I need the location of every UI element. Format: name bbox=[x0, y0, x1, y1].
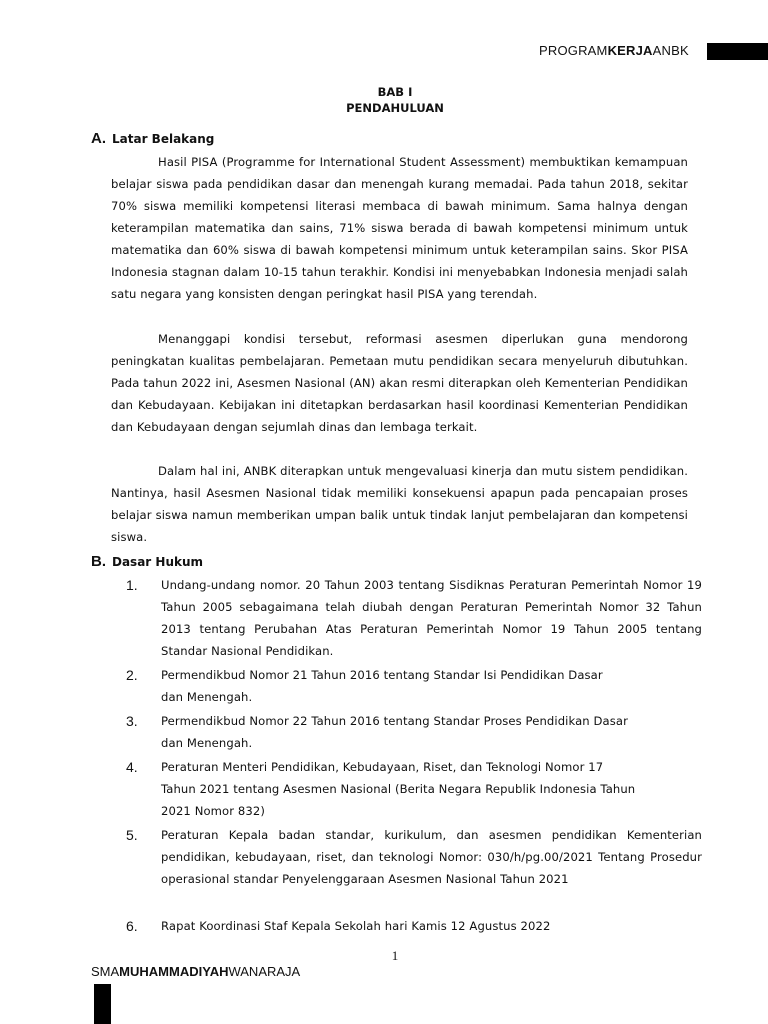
header-bar-decoration bbox=[707, 43, 768, 60]
paragraph-1-text: Hasil PISA (Programme for International Student Assessment) membuktikan kemampuan belajar siswa pada pendidikan dasar dan menengah kurang memadai. Pada tahun 2018, sekitar 70% siswa memiliki kompetensi literasi membaca di bawah minimum. Sama halnya dengan keterampilan matematika dan sains, 71% siswa berada di bawah kompetensi minimum untuk matematika dan 60% siswa di bawah kompetensi minimum untuk keterampilan sains. Skor PISA Indonesia stagnan dalam 10-15 tahun terakhir. Kondisi ini menyebabkan Indonesia menjadi salah satu negara yang konsisten dengan peringkat hasil PISA yang terendah. bbox=[111, 155, 688, 301]
header-suffix: ANBK bbox=[652, 43, 689, 58]
list-text-line: Rapat Koordinasi Staf Kepala Sekolah hari Kamis 12 Agustus 2022 bbox=[161, 919, 551, 933]
list-text-line: dan Menengah. bbox=[161, 690, 253, 704]
chapter-title: BAB I bbox=[377, 85, 413, 99]
paragraph-2 bbox=[111, 328, 688, 438]
list-text-line: Tahun 2021 tentang Asesmen Nasional (Berita Negara Republik Indonesia Tahun bbox=[161, 782, 636, 796]
running-footer bbox=[91, 964, 300, 979]
list-text bbox=[161, 915, 550, 937]
list-text-line: 2021 Nomor 832) bbox=[161, 804, 265, 818]
list-text-line: Permendikbud Nomor 21 Tahun 2016 tentang Standar Isi Pendidikan Dasar bbox=[161, 668, 603, 682]
footer-suffix: WANARAJA bbox=[228, 964, 301, 979]
footer-prefix: SMA bbox=[91, 964, 120, 979]
page-number: 1 bbox=[391, 948, 399, 963]
footer-bold: MUHAMMADIYAH bbox=[119, 964, 229, 979]
section-a-title: Latar Belakang bbox=[112, 132, 215, 146]
list-text: Peraturan Kepala badan standar, kurikulum, dan asesmen pendidikan Kementerian pendidikan, kebudayaan, riset, dan teknologi Nomor: 030/h/pg.00/2021 Tentang Prosedur operasional standar Penyelenggaraan Asesmen Nasional Tahun 2021 bbox=[161, 828, 702, 886]
section-b-title: Dasar Hukum bbox=[112, 555, 204, 569]
footer-bar-decoration bbox=[94, 984, 111, 1024]
section-a-heading bbox=[91, 130, 214, 147]
list-text bbox=[161, 756, 635, 822]
running-header bbox=[539, 43, 689, 58]
list-text: Undang-undang nomor. 20 Tahun 2003 tentang Sisdiknas Peraturan Pemerintah Nomor 19 Tahun 2005 sebagaimana telah diubah dengan Peraturan Pemerintah Nomor 32 Tahun 2013 tentang Perubahan Atas Peraturan Pemerintah Nomor 19 Tahun 2005 tentang Standar Nasional Pendidikan. bbox=[161, 578, 702, 658]
chapter-subtitle: PENDAHULUAN bbox=[346, 101, 444, 115]
paragraph-3-text: Dalam hal ini, ANBK diterapkan untuk mengevaluasi kinerja dan mutu sistem pendidikan. Nantinya, hasil Asesmen Nasional tidak memiliki konsekuensi apapun pada pencapaian proses belajar siswa namun memberikan umpan balik untuk tindak lanjut pembelajaran dan kompetensi siswa. bbox=[111, 464, 688, 544]
list-number: 4. bbox=[126, 759, 138, 775]
list-number: 6. bbox=[126, 918, 138, 934]
list-number: 5. bbox=[126, 827, 138, 843]
header-bold: KERJA bbox=[607, 43, 653, 58]
paragraph-2-text: Menanggapi kondisi tersebut, reformasi asesmen diperlukan guna mendorong peningkatan kualitas pembelajaran. Pemetaan mutu pendidikan secara menyeluruh dibutuhkan. Pada tahun 2022 ini, Asesmen Nasional (AN) akan resmi diterapkan oleh Kementerian Pendidikan dan Kebudayaan. Kebijakan ini ditetapkan berdasarkan hasil koordinasi Kementerian Pendidikan dan Kebudayaan dengan sejumlah dinas dan lembaga terkait. bbox=[111, 332, 688, 434]
list-text-line: dan Menengah. bbox=[161, 736, 253, 750]
list-text bbox=[161, 664, 603, 708]
section-b-heading bbox=[91, 553, 203, 570]
paragraph-1 bbox=[111, 151, 688, 305]
section-a-letter: A. bbox=[91, 130, 106, 147]
chapter-heading bbox=[0, 84, 768, 116]
section-b-letter: B. bbox=[91, 553, 106, 570]
paragraph-3 bbox=[111, 460, 688, 548]
list-text-line: Peraturan Menteri Pendidikan, Kebudayaan, Riset, dan Teknologi Nomor 17 bbox=[161, 760, 604, 774]
list-text-line: Permendikbud Nomor 22 Tahun 2016 tentang Standar Proses Pendidikan Dasar bbox=[161, 714, 628, 728]
list-text bbox=[161, 710, 628, 754]
list-number: 3. bbox=[126, 713, 138, 729]
list-number: 2. bbox=[126, 667, 138, 683]
header-prefix: PROGRAM bbox=[539, 43, 608, 58]
list-number: 1. bbox=[126, 577, 138, 593]
